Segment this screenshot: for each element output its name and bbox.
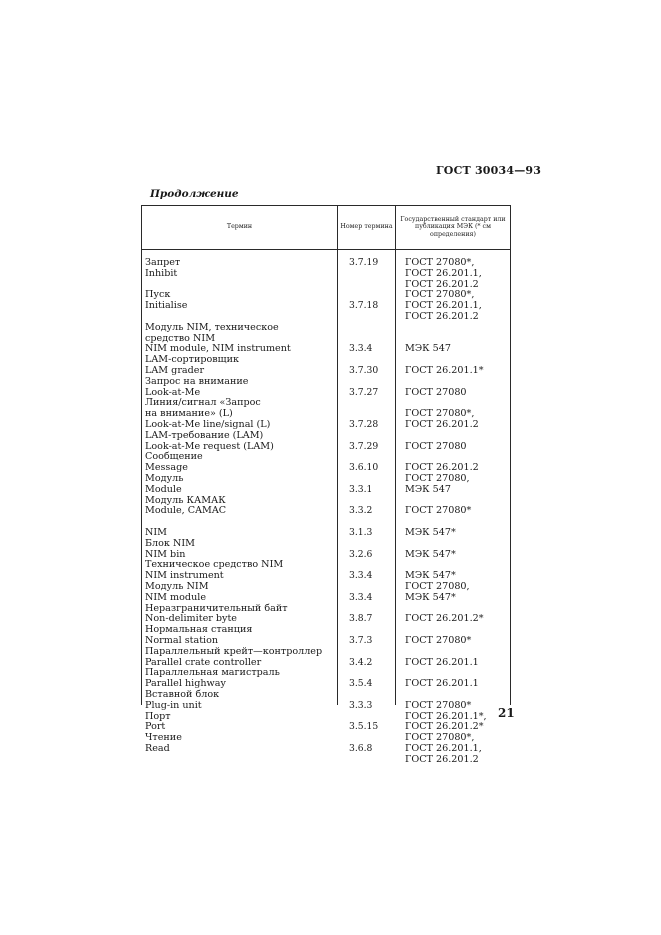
number-cell: 3.1.3 xyxy=(349,527,373,538)
number-cell: 3.7.28 xyxy=(349,419,379,430)
standard-cell: ГОСТ 27080*, xyxy=(405,732,475,744)
standard-cell: ГОСТ 26.201.1* xyxy=(405,365,484,376)
number-cell: 3.7.18 xyxy=(349,300,379,312)
standard-cell: ГОСТ 26.201.1 xyxy=(405,678,479,690)
continuation-label: Продолжение xyxy=(150,188,239,200)
term-cell: на внимание» (L) xyxy=(145,408,233,420)
page-number: 21 xyxy=(498,706,515,720)
standard-cell: ГОСТ 27080* xyxy=(405,505,472,517)
term-cell: Module, CAMAC xyxy=(145,505,227,517)
term-cell: Нормальная станция xyxy=(145,624,253,636)
standard-cell: ГОСТ 27080* xyxy=(405,699,472,711)
standard-cell: ГОСТ 26.201.2 xyxy=(405,419,479,430)
term-cell: NIM bin xyxy=(145,548,186,560)
table-row xyxy=(141,593,511,604)
number-cell: 3.5.4 xyxy=(349,678,373,690)
term-cell: Initialise xyxy=(145,300,188,312)
term-cell: LAM grader xyxy=(145,365,205,376)
table-row xyxy=(141,485,511,496)
standard-cell: МЭК 547* xyxy=(405,527,456,538)
term-cell: Message xyxy=(145,462,188,474)
term-cell: Модуль NIM xyxy=(145,581,209,592)
term-cell: средство NIM xyxy=(145,332,216,344)
document-code: ГОСТ 30034—93 xyxy=(436,164,542,177)
number-cell: 3.7.27 xyxy=(349,386,379,398)
term-cell: Parallel crate controller xyxy=(145,656,262,668)
term-cell: Normal station xyxy=(145,635,219,646)
standard-cell: ГОСТ 26.201.1, xyxy=(405,300,482,312)
standard-cell: ГОСТ 27080 xyxy=(405,440,467,452)
term-cell: LAM-сортировщик xyxy=(145,354,239,366)
standard-cell: ГОСТ 26.201.2* xyxy=(405,613,484,625)
term-cell: Модуль КАМАК xyxy=(145,494,226,506)
number-cell: 3.7.29 xyxy=(349,440,379,452)
standard-cell: ГОСТ 27080* xyxy=(405,635,472,646)
term-cell: Запрет xyxy=(145,257,181,268)
term-cell: Non-delimiter byte xyxy=(145,613,237,625)
table-row xyxy=(141,755,511,766)
standard-cell: МЭК 547* xyxy=(405,570,456,582)
table-header-border xyxy=(141,249,511,250)
standard-cell: ГОСТ 26.201.1 xyxy=(405,656,479,668)
table-row xyxy=(141,647,511,658)
number-cell: 3.3.4 xyxy=(349,343,373,355)
column-header-term: Термин xyxy=(226,223,253,231)
table-row xyxy=(141,474,511,485)
number-cell: 3.2.6 xyxy=(349,548,373,560)
number-cell: 3.6.10 xyxy=(349,462,379,474)
term-cell: Read xyxy=(145,743,170,754)
term-cell: Порт xyxy=(145,710,171,722)
standard-cell: ГОСТ 26.201.2 xyxy=(405,278,479,290)
term-cell: NIM module, NIM instrument xyxy=(145,343,291,355)
standard-cell: ГОСТ 27080*, xyxy=(405,408,475,420)
term-cell: Parallel highway xyxy=(145,678,226,690)
standard-cell: МЭК 547 xyxy=(405,343,451,355)
standard-cell: ГОСТ 27080 xyxy=(405,386,467,398)
table-row xyxy=(141,506,511,517)
number-cell: 3.4.2 xyxy=(349,656,373,668)
term-cell: Модуль xyxy=(145,473,184,484)
standard-cell: МЭК 547* xyxy=(405,591,456,603)
term-cell: Запрос на внимание xyxy=(145,375,249,387)
number-cell: 3.3.2 xyxy=(349,505,373,517)
term-cell: Чтение xyxy=(145,732,182,744)
term-cell: LAM-требование (LAM) xyxy=(145,429,264,441)
term-cell: Модуль NIM, техническое xyxy=(145,321,279,333)
term-cell: Port xyxy=(145,721,166,733)
term-cell: Параллельная магистраль xyxy=(145,667,280,679)
table-row xyxy=(141,528,511,539)
standard-cell: ГОСТ 26.201.2 xyxy=(405,462,479,474)
term-cell: Линия/сигнал «Запрос xyxy=(145,397,261,409)
standard-cell: ГОСТ 27080*, xyxy=(405,289,475,301)
standard-cell: ГОСТ 26.201.2 xyxy=(405,753,479,765)
number-cell: 3.7.30 xyxy=(349,365,379,376)
number-cell: 3.3.1 xyxy=(349,483,373,495)
number-cell: 3.3.4 xyxy=(349,591,373,603)
standard-cell: ГОСТ 27080*, xyxy=(405,257,475,268)
number-cell: 3.6.8 xyxy=(349,743,373,754)
term-cell: NIM xyxy=(145,527,168,538)
standard-cell: ГОСТ 26.201.1*, xyxy=(405,710,487,722)
term-cell: Module xyxy=(145,483,182,495)
standard-cell: ГОСТ 26.201.2* xyxy=(405,721,484,733)
term-cell: Вставной блок xyxy=(145,689,220,700)
term-cell: Look-at-Me request (LAM) xyxy=(145,440,274,452)
standard-cell: ГОСТ 26.201.2 xyxy=(405,311,479,322)
term-cell: Пуск xyxy=(145,289,171,301)
table-row xyxy=(141,377,511,388)
term-cell: NIM instrument xyxy=(145,570,224,582)
term-cell: Plug-in unit xyxy=(145,699,202,711)
standard-cell: МЭК 547 xyxy=(405,483,451,495)
number-cell: 3.8.7 xyxy=(349,613,373,625)
term-cell: Сообщение xyxy=(145,451,203,463)
term-cell: Inhibit xyxy=(145,267,178,279)
table-row xyxy=(141,323,511,334)
term-cell: Параллельный крейт—контроллер xyxy=(145,645,323,657)
number-cell: 3.5.15 xyxy=(349,721,379,733)
number-cell: 3.7.19 xyxy=(349,257,379,268)
table-row xyxy=(141,431,511,442)
term-cell: Техническое средство NIM xyxy=(145,559,284,571)
number-cell: 3.3.3 xyxy=(349,699,373,711)
term-cell: Look-at-Me line/signal (L) xyxy=(145,419,271,430)
term-cell: Блок NIM xyxy=(145,537,195,549)
column-header-number: Номер термина xyxy=(340,223,393,231)
term-cell: Look-at-Me xyxy=(145,386,201,398)
column-header-standard: Государственный стандарт или публикация МЭК (* см определения) xyxy=(400,215,506,238)
term-cell: NIM module xyxy=(145,591,206,603)
table-row xyxy=(141,269,511,280)
table-row xyxy=(141,539,511,550)
standard-cell: ГОСТ 26.201.1, xyxy=(405,743,482,754)
standard-cell: МЭК 547* xyxy=(405,548,456,560)
standard-cell: ГОСТ 27080, xyxy=(405,581,470,592)
number-cell: 3.7.3 xyxy=(349,635,373,646)
term-cell: Неразграничительный байт xyxy=(145,602,288,614)
table-row xyxy=(141,701,511,712)
standard-cell: ГОСТ 27080, xyxy=(405,473,470,484)
number-cell: 3.3.4 xyxy=(349,570,373,582)
standard-cell: ГОСТ 26.201.1, xyxy=(405,267,482,279)
